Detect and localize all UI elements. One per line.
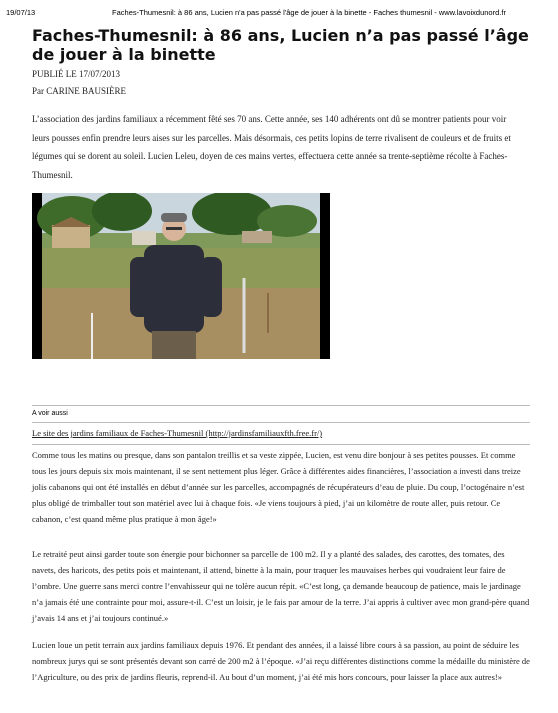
related-link[interactable]: Le site des jardins familiaux de Faches-Thumesnil (http://jardinsfamiliauxfth.free.fr/)	[32, 428, 323, 438]
see-also-heading: A voir aussi	[32, 410, 68, 417]
article-photo	[32, 193, 330, 359]
article-title: Faches-Thumesnil: à 86 ans, Lucien n’a pas passé l’âge de jouer à la binette	[32, 26, 529, 64]
print-header	[6, 8, 552, 20]
article-paragraph: Le retraité peut ainsi garder toute son énergie pour bichonner sa parcelle de 100 m2. Il y a planté des salades, des carottes, des tomates, des navets, des haricots, des petits pois et maintenant, il attend, binette à la main, pour traquer les mauvaises herbes qui voudraient leur faire de l’ombre. Une guerre sans merci contre l’envahisseur qui ne tolère aucun répit. «C’est long, ça demande beaucoup de patience, mais le jardinage n’a jamais été une contrainte pour moi, assure-t-il. C’est un loisir, je le fais par amour de la terre. J’ai appris à cultiver avec mon grand-père quand j’avais 14 ans et j’ai toujours continué.»	[32, 549, 530, 623]
divider	[32, 422, 530, 423]
divider	[32, 444, 530, 445]
publish-date: PUBLIÉ LE 17/07/2013	[32, 69, 120, 79]
author-byline: Par CARINE BAUSIÈRE	[32, 86, 126, 96]
divider	[32, 405, 530, 406]
article-paragraph: Lucien loue un petit terrain aux jardins familiaux depuis 1976. Et pendant des années, il a laissé libre cours à sa passion, au point de séduire les nombreux jurys qui se sont présentés devant son carré de 200 m2 à l’époque. «J’ai reçu différentes distinctions comme la médaille du ministère de l’Agriculture, ou des prix de jardins fleuris, reprend-il. Au bout d’un moment, j’ai été mis hors concours, pour laisser la place aux autres!»	[32, 640, 530, 682]
print-page-title: Faches-Thumesnil: à 86 ans, Lucien n'a pas passé l'âge de jouer à la binette - Faches thumesnil - www.lavoixdunord.fr	[112, 8, 506, 17]
print-date: 19/07/13	[6, 8, 36, 17]
article-paragraph: Comme tous les matins ou presque, dans son pantalon treillis et sa veste zippée, Lucien, est venu dire bonjour à ses petites pousses. Et comme tous les jours depuis six mois maintenant, il se sent nettement plus léger. Grâce à différentes aides financières, l’association a investi dans treize jolis cabanons qui ont été installés en début d’année sur les parcelles, accompagnés de récupérateurs d’eau de pluie. Du coup, l’octogénaire n’est plus obligé de trimballer tout son matériel avec lui à chaque fois. «Je viens toujours à pied, j’ai un kilomètre de route aller, puis retour. Ce cabanon, c’est quand même plus pratique à mon âge!»	[32, 450, 525, 524]
garden-photo-illustration	[32, 193, 330, 359]
article-lead: L’association des jardins familiaux a récemment fêté ses 70 ans. Cette année, ses 140 adhérents ont dû se montrer patients pour voir leurs pousses enfin prendre leurs aises sur les parcelles. Mais désormais, ces petits lopins de terre rivalisent de couleurs et de fruits et légumes qui se dorent au soleil. Lucien Leleu, doyen de ces mains vertes, effectuera cette année sa trente-septième récolte à Faches-Thumesnil.	[32, 114, 511, 180]
